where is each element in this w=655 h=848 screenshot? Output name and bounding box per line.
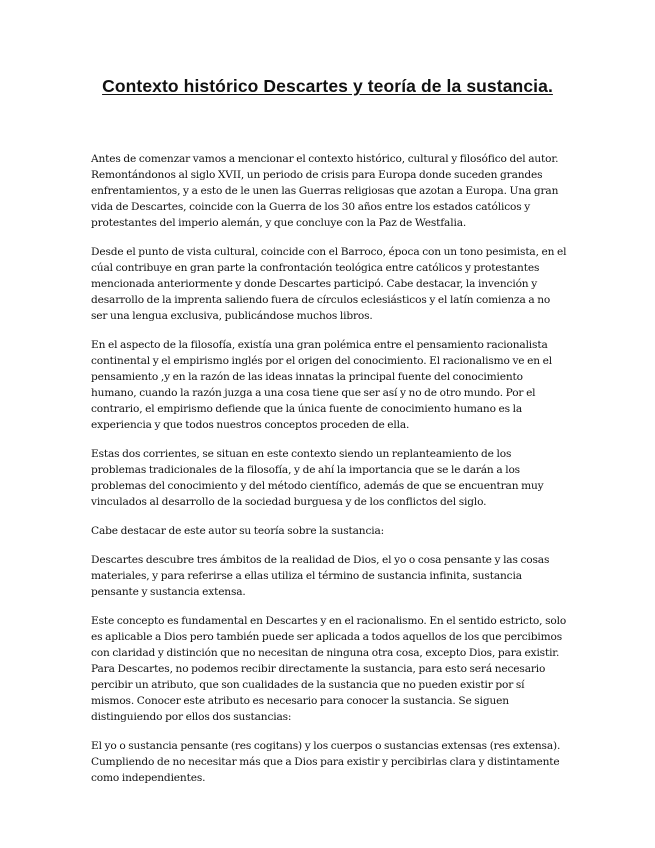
paragraph-substance-intro: Cabe destacar de este autor su teoría sobre la sustancia:: [91, 525, 385, 537]
paragraph-three-realms: Descartes descubre tres ámbitos de la realidad de Dios, el yo o cosa pensante y las cosas materiales, y para referirse a ellas utiliza el término de sustancia infinita, sustancia pensante y sustancia extensa.: [91, 554, 550, 598]
paragraph-two-substances: El yo o sustancia pensante (res cogitans) y los cuerpos o sustancias extensas (res extensa). Cumpliendo de no necesitar más que a Dios para existir y percibirlas clara y distintamente como independientes.: [91, 740, 561, 784]
paragraph-substance-concept: Este concepto es fundamental en Descartes y en el racionalismo. En el sentido estricto, solo es aplicable a Dios pero también puede ser aplicada a todos aquellos de los que percibimos con claridad y distinción que no necesitan de ninguna otra cosa, excepto Dios, para existir. Para Descartes, no podemos recibir directamente la sustancia, para esto será necesario percibir un atributo, que son cualidades de la sustancia que no pueden existir por sí mismos. Conocer este atributo es necesario para conocer la sustancia. Se siguen distinguiendo por ellos dos sustancias:: [91, 615, 567, 723]
paragraph-currents: Estas dos corrientes, se situan en este contexto siendo un replanteamiento de los problemas tradicionales de la filosofía, y de ahí la importancia que se le darán a los problemas del conocimiento y del método científico, además de que se encuentran muy vinculados al desarrollo de la sociedad burguesa y de los conflictos del siglo.: [91, 448, 544, 508]
paragraph-historical-context: Antes de comenzar vamos a mencionar el contexto histórico, cultural y filosófico del autor. Remontándonos al siglo XVII, un periodo de crisis para Europa donde suceden grandes enfrentamientos, y a esto de le unen las Guerras religiosas que azotan a Europa. Una gran vida de Descartes, coincide con la Guerra de los 30 años entre los estados católicos y protestantes del imperio alemán, y que concluye con la Paz de Westfalia.: [91, 153, 559, 229]
document-body: [91, 151, 569, 799]
paragraph-cultural-context: Desde el punto de vista cultural, coincide con el Barroco, época con un tono pesimista, en el cúal contribuye en gran parte la confrontación teológica entre católicos y protestantes mencionada anteriormente y donde Descartes participó. Cabe destacar, la invención y desarrollo de la imprenta saliendo fuera de círculos eclesiásticos y el latín comienza a no ser una lengua exclusiva, publicándose muchos libros.: [91, 246, 567, 322]
document-title: Contexto histórico Descartes y teoría de la sustancia.: [102, 76, 553, 96]
paragraph-philosophical-context: En el aspecto de la filosofía, existía una gran polémica entre el pensamiento racionalista continental y el empirismo inglés por el origen del conocimiento. El racionalismo ve en el pensamiento ,y en la razón de las ideas innatas la principal fuente del conocimiento humano, cuando la razón juzga a una cosa tiene que ser así y no de otro mundo. Por el contrario, el empirismo defiende que la única fuente de conocimiento humano es la experiencia y que todos nuestros conceptos proceden de ella.: [91, 339, 553, 431]
